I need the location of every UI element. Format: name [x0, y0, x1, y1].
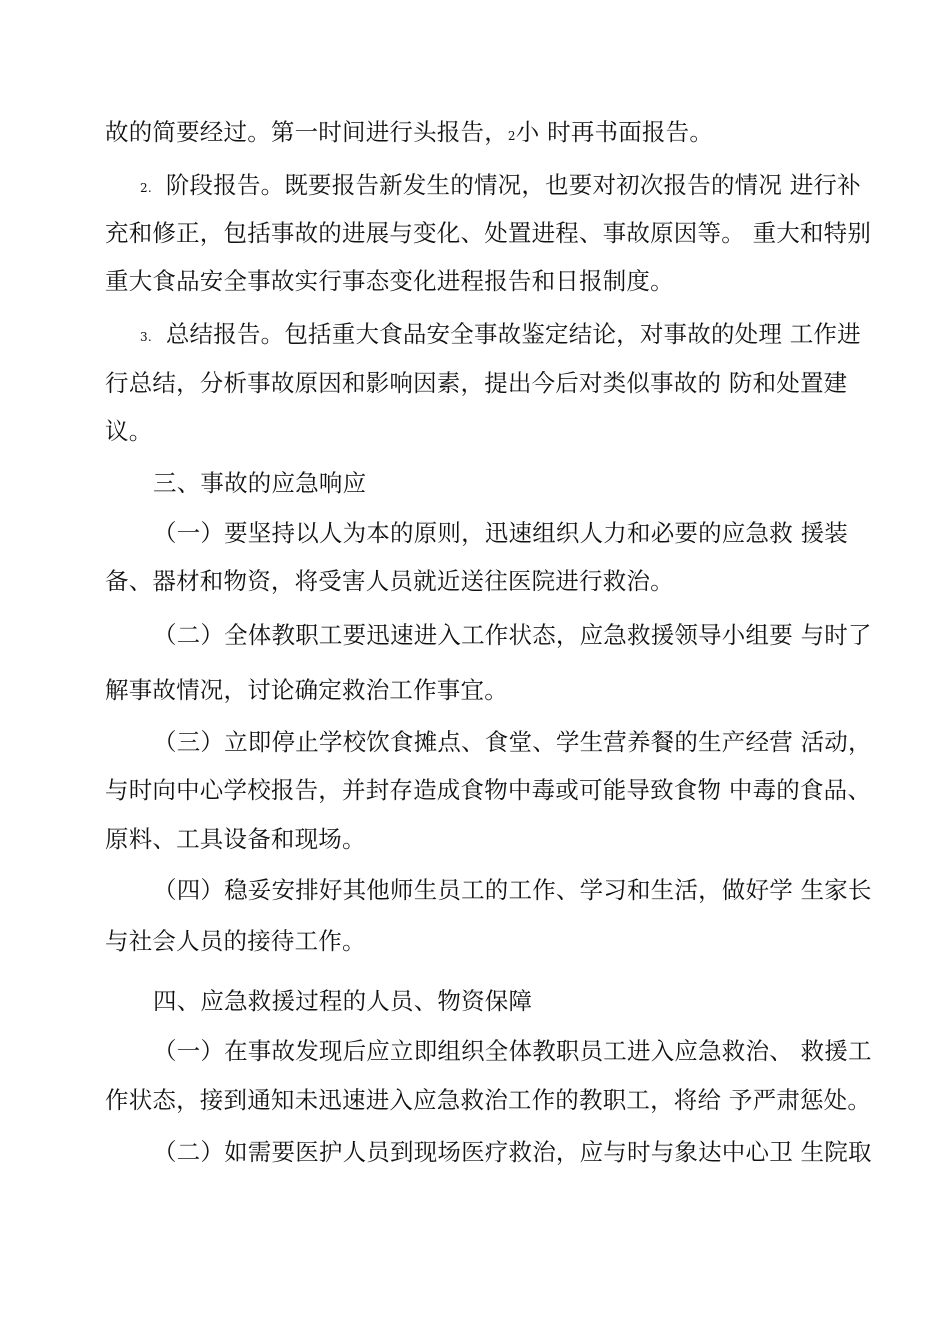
paragraph-line: （三）立即停止学校饮食摊点、食堂、学生营养餐的生产经营 活动， — [153, 728, 872, 756]
paragraph-line: （四）稳妥安排好其他师生员工的工作、学习和生活，做好学 生家长 — [153, 876, 872, 904]
paragraph-line: （一）要坚持以人为本的原则，迅速组织人力和必要的应急救 援装 — [153, 519, 848, 547]
list-number: 3. — [140, 330, 152, 344]
line-text: 总结报告。包括重大食品安全事故鉴定结论，对事故的处理 工作进 — [165, 320, 861, 348]
paragraph-line: 行总结，分析事故原因和影响因素，提出今后对类似事故的 防和处置建 — [105, 369, 848, 397]
paragraph-line: （二）全体教职工要迅速进入工作状态，应急救援领导小组要 与时了 — [153, 621, 872, 649]
inline-number: 2 — [507, 129, 516, 143]
paragraph-line: 与时向中心学校报告，并封存造成食物中毒或可能导致食物 中毒的食品、 — [105, 776, 872, 804]
section-heading: 三、事故的应急响应 — [153, 469, 367, 497]
line-text: 小 时再书面报告。 — [515, 118, 714, 146]
paragraph-line: 解事故情况，讨论确定救治工作事宜。 — [105, 676, 508, 704]
section-heading: 四、应急救援过程的人员、物资保障 — [153, 987, 533, 1015]
paragraph-line: 备、器材和物资，将受害人员就近送往医院进行救治。 — [105, 567, 674, 595]
paragraph-line: 重大食品安全事故实行事态变化进程报告和日报制度。 — [105, 267, 674, 295]
paragraph-line: 作状态，接到通知未迅速进入应急救治工作的教职工，将给 予严肃惩处。 — [105, 1086, 872, 1114]
paragraph-line: 议。 — [105, 417, 153, 445]
paragraph-line — [140, 319, 875, 353]
paragraph-line: （一）在事故发现后应立即组织全体教职员工进入应急救治、 救援工 — [153, 1037, 872, 1065]
paragraph-line: （二）如需要医护人员到现场医疗救治，应与时与象达中心卫 生院取 — [153, 1138, 872, 1166]
line-text: 阶段报告。既要报告新发生的情况，也要对初次报告的情况 进行补 — [165, 171, 861, 199]
paragraph-line: 充和修正，包括事故的进展与变化、处置进程、事故原因等。 重大和特别 — [105, 219, 872, 247]
paragraph-line — [105, 117, 875, 151]
line-text: 故的简要经过。第一时间进行头报告， — [105, 118, 508, 146]
paragraph-line: 与社会人员的接待工作。 — [105, 927, 366, 955]
paragraph-line: 原料、工具设备和现场。 — [105, 825, 366, 853]
paragraph-line — [140, 170, 875, 204]
list-number: 2. — [140, 181, 152, 195]
